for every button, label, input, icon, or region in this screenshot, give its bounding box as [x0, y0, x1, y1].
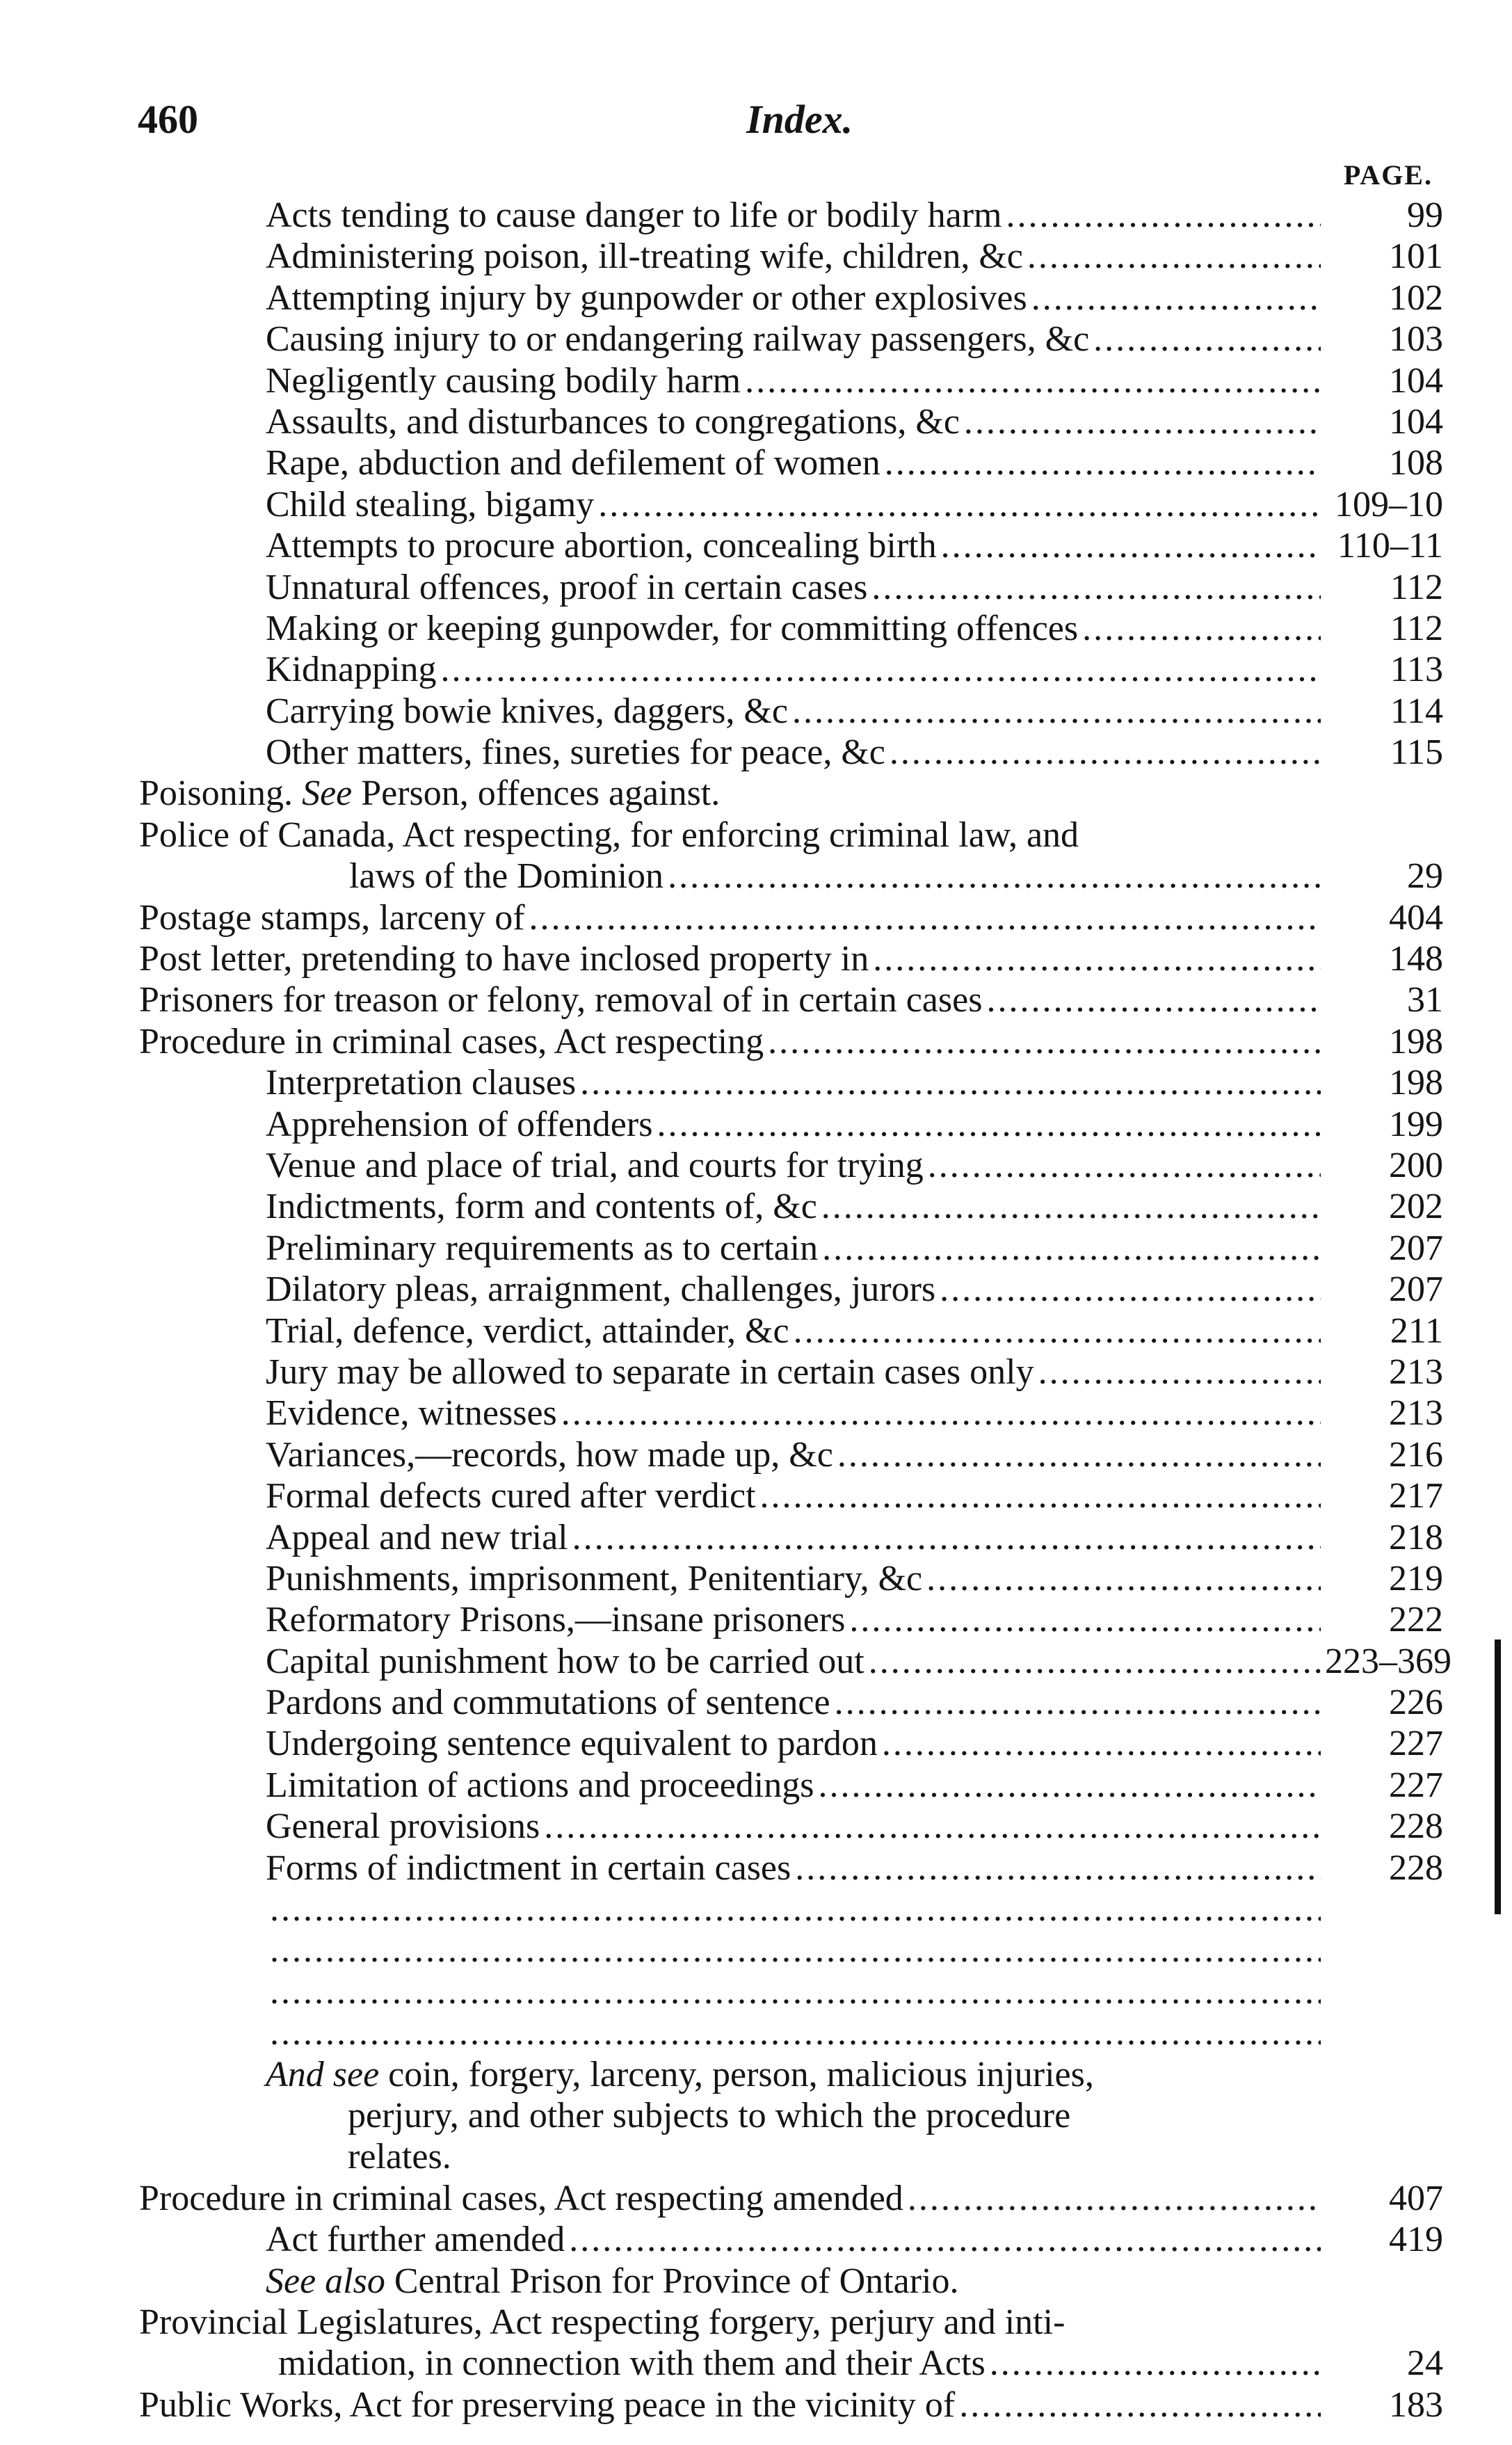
- entry-label: Attempts to procure abortion, concealing birth: [266, 526, 937, 566]
- entry-label: Evidence, witnesses: [266, 1393, 557, 1434]
- leader-dots: [544, 1806, 1321, 1847]
- leader-dots: [657, 1104, 1321, 1145]
- entry-label: relates.: [348, 2137, 451, 2177]
- index-entry: [139, 319, 1443, 360]
- leader-dots: [869, 1641, 1321, 1682]
- index-entry: [139, 1269, 1443, 1310]
- leader-dots: [871, 567, 1321, 608]
- entry-page: 227: [1389, 1724, 1443, 1764]
- entry-page: 24: [1407, 2343, 1443, 2384]
- entry-page: 228: [1389, 1806, 1443, 1847]
- entry-page: 199: [1389, 1104, 1443, 1144]
- leader-dots: [760, 1475, 1321, 1516]
- leader-dots: [986, 979, 1321, 1020]
- entry-label: Making or keeping gunpowder, for committing offences: [266, 608, 1079, 648]
- index-entry: [139, 815, 1443, 856]
- leader-dots: [1027, 236, 1321, 277]
- entry-page: 198: [1389, 1021, 1443, 1061]
- see-also-note-continuation: [139, 2095, 1443, 2136]
- entry-label: Limitation of actions and proceedings: [266, 1765, 814, 1805]
- index-entry: [139, 649, 1443, 690]
- entry-page: 148: [1389, 939, 1443, 979]
- entry-label: Kidnapping: [266, 650, 437, 690]
- leader-dots: [882, 1723, 1321, 1764]
- leader-dots: [822, 1228, 1321, 1269]
- entry-label: General provisions: [266, 1806, 540, 1847]
- entry-page: 222: [1389, 1600, 1443, 1640]
- leader-dots: [1093, 319, 1321, 360]
- see-also-note-continuation: [139, 2136, 1443, 2177]
- leader-dots: [926, 1558, 1321, 1599]
- leader-dots: [768, 1021, 1321, 1062]
- leader-dots: [795, 1847, 1321, 1889]
- page-column-label: PAGE.: [1343, 159, 1433, 191]
- index-entry: [139, 1145, 1443, 1186]
- index-entry-continuation: [139, 856, 1443, 897]
- index-entry: [139, 2384, 1443, 2426]
- entry-label: Person, offences against.: [361, 773, 721, 814]
- entry-page: 104: [1389, 401, 1443, 442]
- entry-page: 419: [1389, 2220, 1443, 2260]
- entry-label: Apprehension of offenders: [266, 1104, 653, 1144]
- index-entry: [139, 1517, 1443, 1558]
- see-marker: And see: [266, 2054, 380, 2094]
- index-entry: [139, 1104, 1443, 1145]
- index-entry: [139, 236, 1443, 277]
- entry-label: Undergoing sentence equivalent to pardon: [266, 1724, 878, 1764]
- entry-page: 104: [1389, 360, 1443, 401]
- entry-label: Assaults, and disturbances to congregations, &c: [266, 401, 960, 442]
- index-entry: [139, 1682, 1443, 1723]
- index-entry: [139, 2219, 1443, 2260]
- entry-page: 407: [1389, 2178, 1443, 2218]
- entry-page: 99: [1407, 195, 1443, 235]
- entry-label: Preliminary requirements as to certain: [266, 1228, 819, 1268]
- index-entry: [139, 897, 1443, 938]
- index-entry: [139, 979, 1443, 1020]
- entry-page: 213: [1389, 1352, 1443, 1392]
- entry-page: 113: [1390, 650, 1443, 690]
- entry-label: Administering poison, ill-treating wife, children, &c: [266, 237, 1023, 277]
- index-entry: [139, 1930, 1443, 1971]
- entry-page: 200: [1389, 1145, 1443, 1185]
- leader-dots: [561, 1393, 1321, 1434]
- entry-label: Formal defects cured after verdict: [266, 1476, 756, 1516]
- entry-page: 404: [1389, 897, 1443, 938]
- entry-label: coin, forgery, larceny, person, malicious injuries,: [388, 2054, 1094, 2094]
- leader-dots: [1038, 1352, 1321, 1393]
- index-entry: [139, 1352, 1443, 1393]
- entry-page: 110–11: [1337, 526, 1443, 566]
- index-entry: [139, 1806, 1443, 1847]
- index-entry: [139, 1434, 1443, 1475]
- leader-dots: [580, 1062, 1321, 1103]
- entry-label: Carrying bowie knives, daggers, &c: [266, 691, 788, 731]
- entry-page: 101: [1389, 237, 1443, 277]
- entry-label: Rape, abduction and defilement of women: [266, 443, 880, 483]
- entry-label: Provincial Legislatures, Act respecting forgery, perjury and inti-: [139, 2302, 1065, 2342]
- index-entry: [139, 360, 1443, 401]
- entry-page: 109–10: [1335, 484, 1443, 524]
- entry-page: 218: [1389, 1517, 1443, 1557]
- index-entry: [139, 732, 1443, 773]
- entry-page: 223–369: [1325, 1641, 1451, 1681]
- entry-label: Poisoning.: [139, 773, 293, 814]
- index-entry: [139, 1310, 1443, 1352]
- leader-dots: [941, 525, 1321, 566]
- index-entry: [139, 1599, 1443, 1640]
- entry-page: 207: [1389, 1228, 1443, 1268]
- leader-dots: [270, 1971, 1321, 2012]
- entry-label: Causing injury to or endangering railway passengers, &c: [266, 319, 1090, 360]
- entry-page: 228: [1389, 1847, 1443, 1888]
- entry-label: Indictments, form and contents of, &c: [266, 1187, 817, 1227]
- leader-dots: [270, 1889, 1321, 1930]
- entry-label: Jury may be allowed to separate in certain cases only: [266, 1352, 1034, 1392]
- leader-dots: [837, 1434, 1321, 1475]
- entry-label: perjury, and other subjects to which the procedure: [348, 2095, 1071, 2135]
- index-entry-continuation: [139, 2343, 1443, 2384]
- leader-dots: [928, 1145, 1321, 1186]
- entry-page: 207: [1389, 1269, 1443, 1310]
- index-entry: [139, 1021, 1443, 1062]
- leader-dots: [792, 691, 1321, 732]
- see-marker: See also: [266, 2261, 385, 2301]
- entry-page: 219: [1389, 1558, 1443, 1598]
- index-entry: [139, 1558, 1443, 1599]
- leader-dots: [598, 484, 1321, 525]
- index-entry: [139, 484, 1443, 525]
- entry-page: 217: [1389, 1476, 1443, 1516]
- entry-page: 115: [1390, 732, 1443, 773]
- entry-label: Pardons and commutations of sentence: [266, 1683, 830, 1723]
- index-entry: [139, 525, 1443, 566]
- index-entry: [139, 608, 1443, 649]
- entry-label: Variances,—records, how made up, &c: [266, 1434, 833, 1475]
- leader-dots: [835, 1682, 1321, 1723]
- leader-dots: [890, 732, 1321, 773]
- entry-label: Other matters, fines, sureties for peace, &c: [266, 732, 885, 773]
- leader-dots: [873, 938, 1321, 979]
- entry-label: Interpretation clauses: [266, 1063, 577, 1103]
- page-number: 460: [138, 97, 198, 142]
- entry-label: midation, in connection with them and their Acts: [278, 2343, 986, 2384]
- index-entry: [139, 691, 1443, 732]
- leader-dots: [959, 2384, 1321, 2426]
- entry-page: 211: [1390, 1310, 1443, 1351]
- entry-page: 216: [1389, 1434, 1443, 1475]
- entry-label: Reformatory Prisons,—insane prisoners: [266, 1600, 846, 1640]
- entry-label: Central Prison for Province of Ontario.: [394, 2261, 959, 2301]
- entry-page: 108: [1389, 443, 1443, 483]
- see-also-note: [139, 2261, 1443, 2302]
- index-entry: [139, 2302, 1443, 2343]
- entry-label: Negligently causing bodily harm: [266, 360, 741, 401]
- index-entry: [139, 2178, 1443, 2219]
- entry-label: Trial, defence, verdict, attainder, &c: [266, 1310, 789, 1351]
- entry-label: Procedure in criminal cases, Act respecting: [139, 1021, 764, 1061]
- entry-label: Unnatural offences, proof in certain cases: [266, 567, 868, 607]
- index-entries: [139, 195, 1451, 2426]
- index-entry: [139, 401, 1443, 442]
- entry-page: 114: [1390, 691, 1443, 731]
- leader-dots: [1082, 608, 1321, 649]
- leader-dots: [1031, 278, 1321, 319]
- entry-page: 202: [1389, 1187, 1443, 1227]
- leader-dots: [849, 1599, 1321, 1640]
- leader-dots: [908, 2178, 1321, 2219]
- leader-dots: [990, 2343, 1321, 2384]
- index-entry: [139, 1765, 1443, 1806]
- index-entry: [139, 938, 1443, 979]
- entry-page: 102: [1389, 278, 1443, 318]
- index-entry: [139, 2012, 1443, 2053]
- leader-dots: [569, 2219, 1321, 2260]
- index-entry: [139, 1723, 1443, 1764]
- entry-label: Punishments, imprisonment, Penitentiary, &c: [266, 1558, 923, 1598]
- entry-label: Post letter, pretending to have inclosed property in: [139, 939, 869, 979]
- leader-dots: [964, 401, 1321, 442]
- entry-label: Acts tending to cause danger to life or bodily harm: [266, 195, 1002, 235]
- index-entry: [139, 442, 1443, 483]
- entry-label: Public Works, Act for preserving peace in the vicinity of: [139, 2384, 956, 2425]
- index-entry: [139, 278, 1443, 319]
- index-entry: [139, 567, 1443, 608]
- entry-page: 213: [1389, 1393, 1443, 1434]
- entry-label: Prisoners for treason or felony, removal of in certain cases: [139, 980, 983, 1020]
- index-entry: [139, 1847, 1443, 1889]
- see-also-note: [139, 2054, 1443, 2095]
- entry-label: Forms of indictment in certain cases: [266, 1847, 791, 1888]
- entry-label: Capital punishment how to be carried out: [266, 1641, 864, 1681]
- entry-page: 183: [1389, 2384, 1443, 2425]
- entry-label: Act further amended: [266, 2220, 565, 2260]
- leader-dots: [270, 2012, 1321, 2053]
- entry-label: Child stealing, bigamy: [266, 484, 595, 524]
- leader-dots: [818, 1765, 1321, 1806]
- leader-dots: [794, 1310, 1321, 1352]
- entry-page: 103: [1389, 319, 1443, 360]
- entry-page: 226: [1389, 1683, 1443, 1723]
- leader-dots: [529, 897, 1321, 938]
- entry-page: 198: [1389, 1063, 1443, 1103]
- index-entry: [139, 1062, 1443, 1103]
- entry-label: Venue and place of trial, and courts for trying: [266, 1145, 924, 1185]
- leader-dots: [1006, 195, 1321, 236]
- leader-dots: [441, 649, 1321, 690]
- index-entry: [139, 195, 1443, 236]
- entry-label: Police of Canada, Act respecting, for enforcing criminal law, and: [139, 815, 1079, 855]
- page-title: Index.: [746, 97, 853, 142]
- see-marker: See: [302, 773, 353, 814]
- index-entry: [139, 1393, 1443, 1434]
- index-entry-cross-reference: [139, 773, 1443, 814]
- entry-label: Postage stamps, larceny of: [139, 897, 525, 938]
- index-entry: [139, 1889, 1443, 1930]
- entry-label: Attempting injury by gunpowder or other explosives: [266, 278, 1027, 318]
- index-entry: [139, 1186, 1443, 1227]
- entry-page: 29: [1407, 856, 1443, 897]
- leader-dots: [668, 856, 1321, 897]
- leader-dots: [270, 1930, 1321, 1971]
- leader-dots: [745, 360, 1321, 401]
- margin-rule: [1495, 1640, 1501, 1914]
- entry-page: 112: [1390, 608, 1443, 648]
- leader-dots: [572, 1517, 1321, 1558]
- entry-label: laws of the Dominion: [349, 856, 664, 897]
- entry-page: 227: [1389, 1765, 1443, 1805]
- index-entry: [139, 1641, 1451, 1682]
- leader-dots: [821, 1186, 1321, 1227]
- entry-page: 31: [1407, 980, 1443, 1020]
- leader-dots: [885, 442, 1321, 483]
- leader-dots: [940, 1269, 1321, 1310]
- entry-label: Procedure in criminal cases, Act respecting amended: [139, 2178, 903, 2218]
- entry-label: Appeal and new trial: [266, 1517, 568, 1557]
- index-entry: [139, 1971, 1443, 2012]
- entry-page: 112: [1390, 567, 1443, 607]
- index-entry: [139, 1228, 1443, 1269]
- index-entry: [139, 1475, 1443, 1516]
- entry-label: Dilatory pleas, arraignment, challenges, jurors: [266, 1269, 936, 1310]
